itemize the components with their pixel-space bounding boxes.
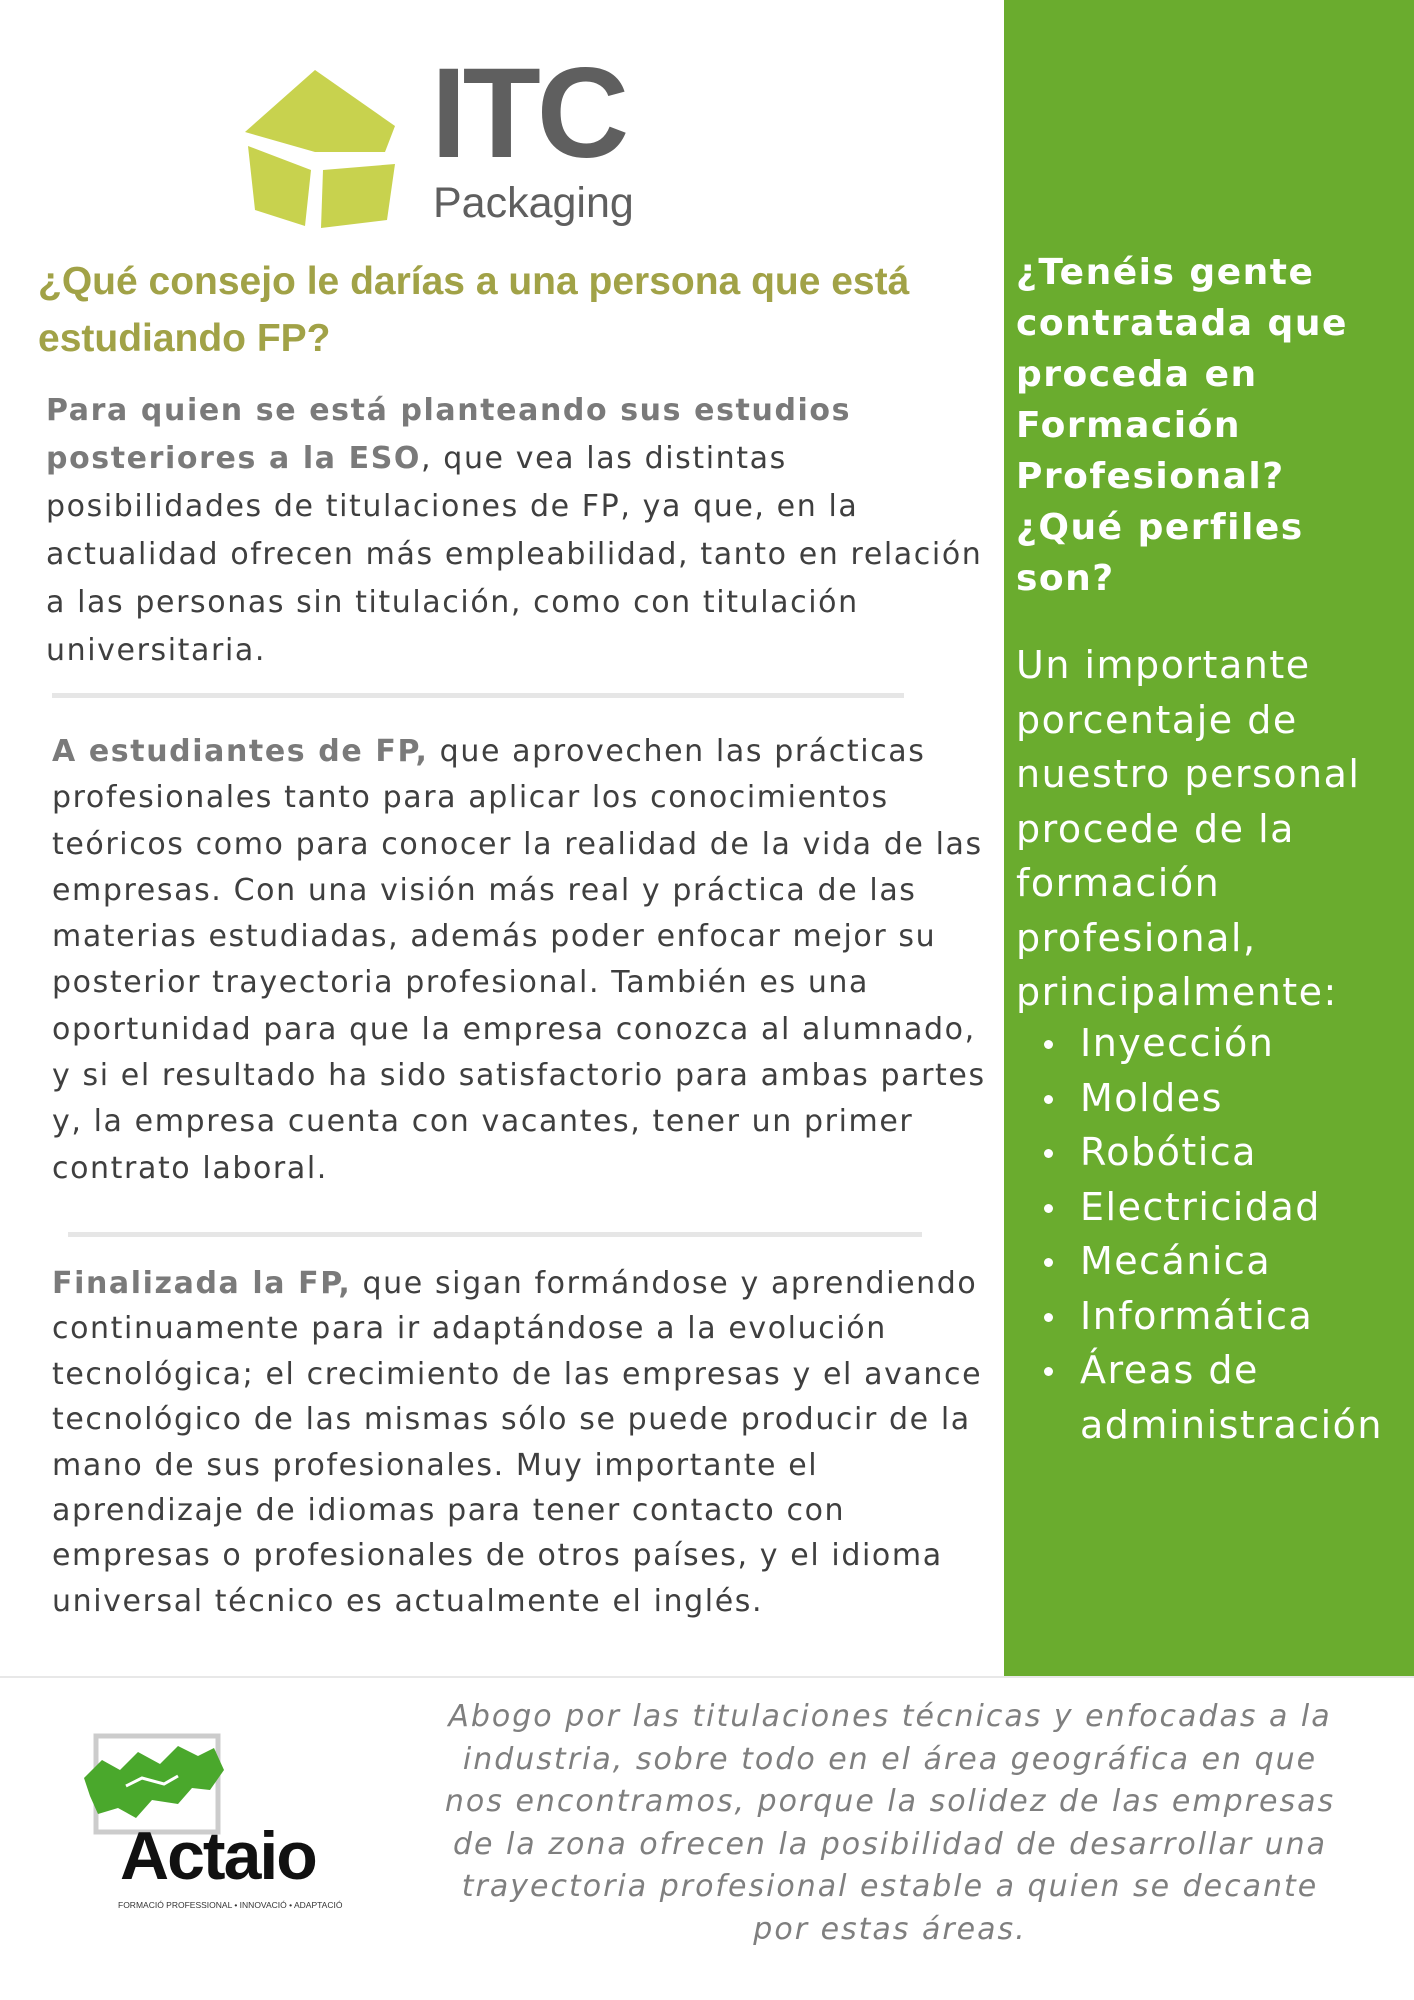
list-item: Mecánica xyxy=(1036,1234,1406,1289)
divider xyxy=(68,1232,922,1237)
main-question: ¿Qué consejo le darías a una persona que está estudiando FP? xyxy=(38,260,910,360)
actaio-logo xyxy=(82,1730,342,1930)
paragraph-eso xyxy=(46,387,991,675)
actaio-tagline: FORMACIÓ PROFESSIONAL • INNOVACIÓ • ADAPTACIÓ xyxy=(118,1900,343,1910)
list-item: Robótica xyxy=(1036,1125,1406,1180)
list-item: Áreas de administración xyxy=(1036,1343,1406,1452)
cube-icon xyxy=(245,70,425,230)
footer-divider xyxy=(0,1676,1414,1678)
paragraph-eso-text: , que vea las distintas posibilidades de titulaciones de FP, ya que, en la actualidad ofrecen más empleabilidad, tanto en relación a las personas sin titulación, como con titulación universitaria. xyxy=(46,441,983,668)
list-item: Inyección xyxy=(1036,1016,1406,1071)
paragraph-graduates-lead: Finalizada la FP, xyxy=(52,1266,352,1301)
closing-quote: Abogo por las titulaciones técnicas y enfocadas a la industria, sobre todo en el área geográfica en que nos encontramos, porque la solidez de las empresas de la zona ofrecen la posibilidad de desarrollar una trayectoria profesional estable a quien se decante por estas áreas. xyxy=(444,1699,1336,1947)
actaio-wordmark: Actaio xyxy=(120,1818,316,1894)
sidebar-answer: Un importante porcentaje de nuestro personal procede de la formación profesional, principalmente: xyxy=(1016,643,1361,1014)
paragraph-graduates xyxy=(52,1261,997,1624)
list-item: Electricidad xyxy=(1036,1180,1406,1235)
paragraph-eso-lead: Para quien se está planteando sus estudios posteriores a la ESO xyxy=(46,393,852,476)
itc-packaging-logo xyxy=(245,42,665,244)
divider xyxy=(52,693,904,698)
list-item: Informática xyxy=(1036,1289,1406,1344)
sidebar-question: ¿Tenéis gente contratada que proceda en Formación Profesional? ¿Qué perfiles son? xyxy=(1016,252,1348,599)
itc-wordmark: ITC xyxy=(431,42,626,185)
paragraph-students xyxy=(52,729,997,1192)
profile-list xyxy=(1036,1016,1406,1452)
paragraph-graduates-text: que sigan formándose y aprendiendo continuamente para ir adaptándose a la evolución tecnológica; el crecimiento de las empresas y el avance tecnológico de las mismas sólo se puede producir de la mano de sus profesionales. Muy importante el aprendizaje de idiomas para tener contacto con empresas o profesionales de otros países, y el idioma universal técnico es actualmente el inglés. xyxy=(52,1266,983,1619)
list-item: Moldes xyxy=(1036,1071,1406,1126)
paragraph-students-text: que aprovechen las prácticas profesionales tanto para aplicar los conocimientos teóricos como para conocer la realidad de la vida de las empresas. Con una visión más real y práctica de las materias estudiadas, además poder enfocar mejor su posterior trayectoria profesional. También es una oportunidad para que la empresa conozca al alumnado, y si el resultado ha sido satisfactorio para ambas partes y, la empresa cuenta con vacantes, tener un primer contrato laboral. xyxy=(52,734,986,1186)
paragraph-students-lead: A estudiantes de FP, xyxy=(52,734,429,769)
packaging-wordmark: Packaging xyxy=(433,179,634,227)
